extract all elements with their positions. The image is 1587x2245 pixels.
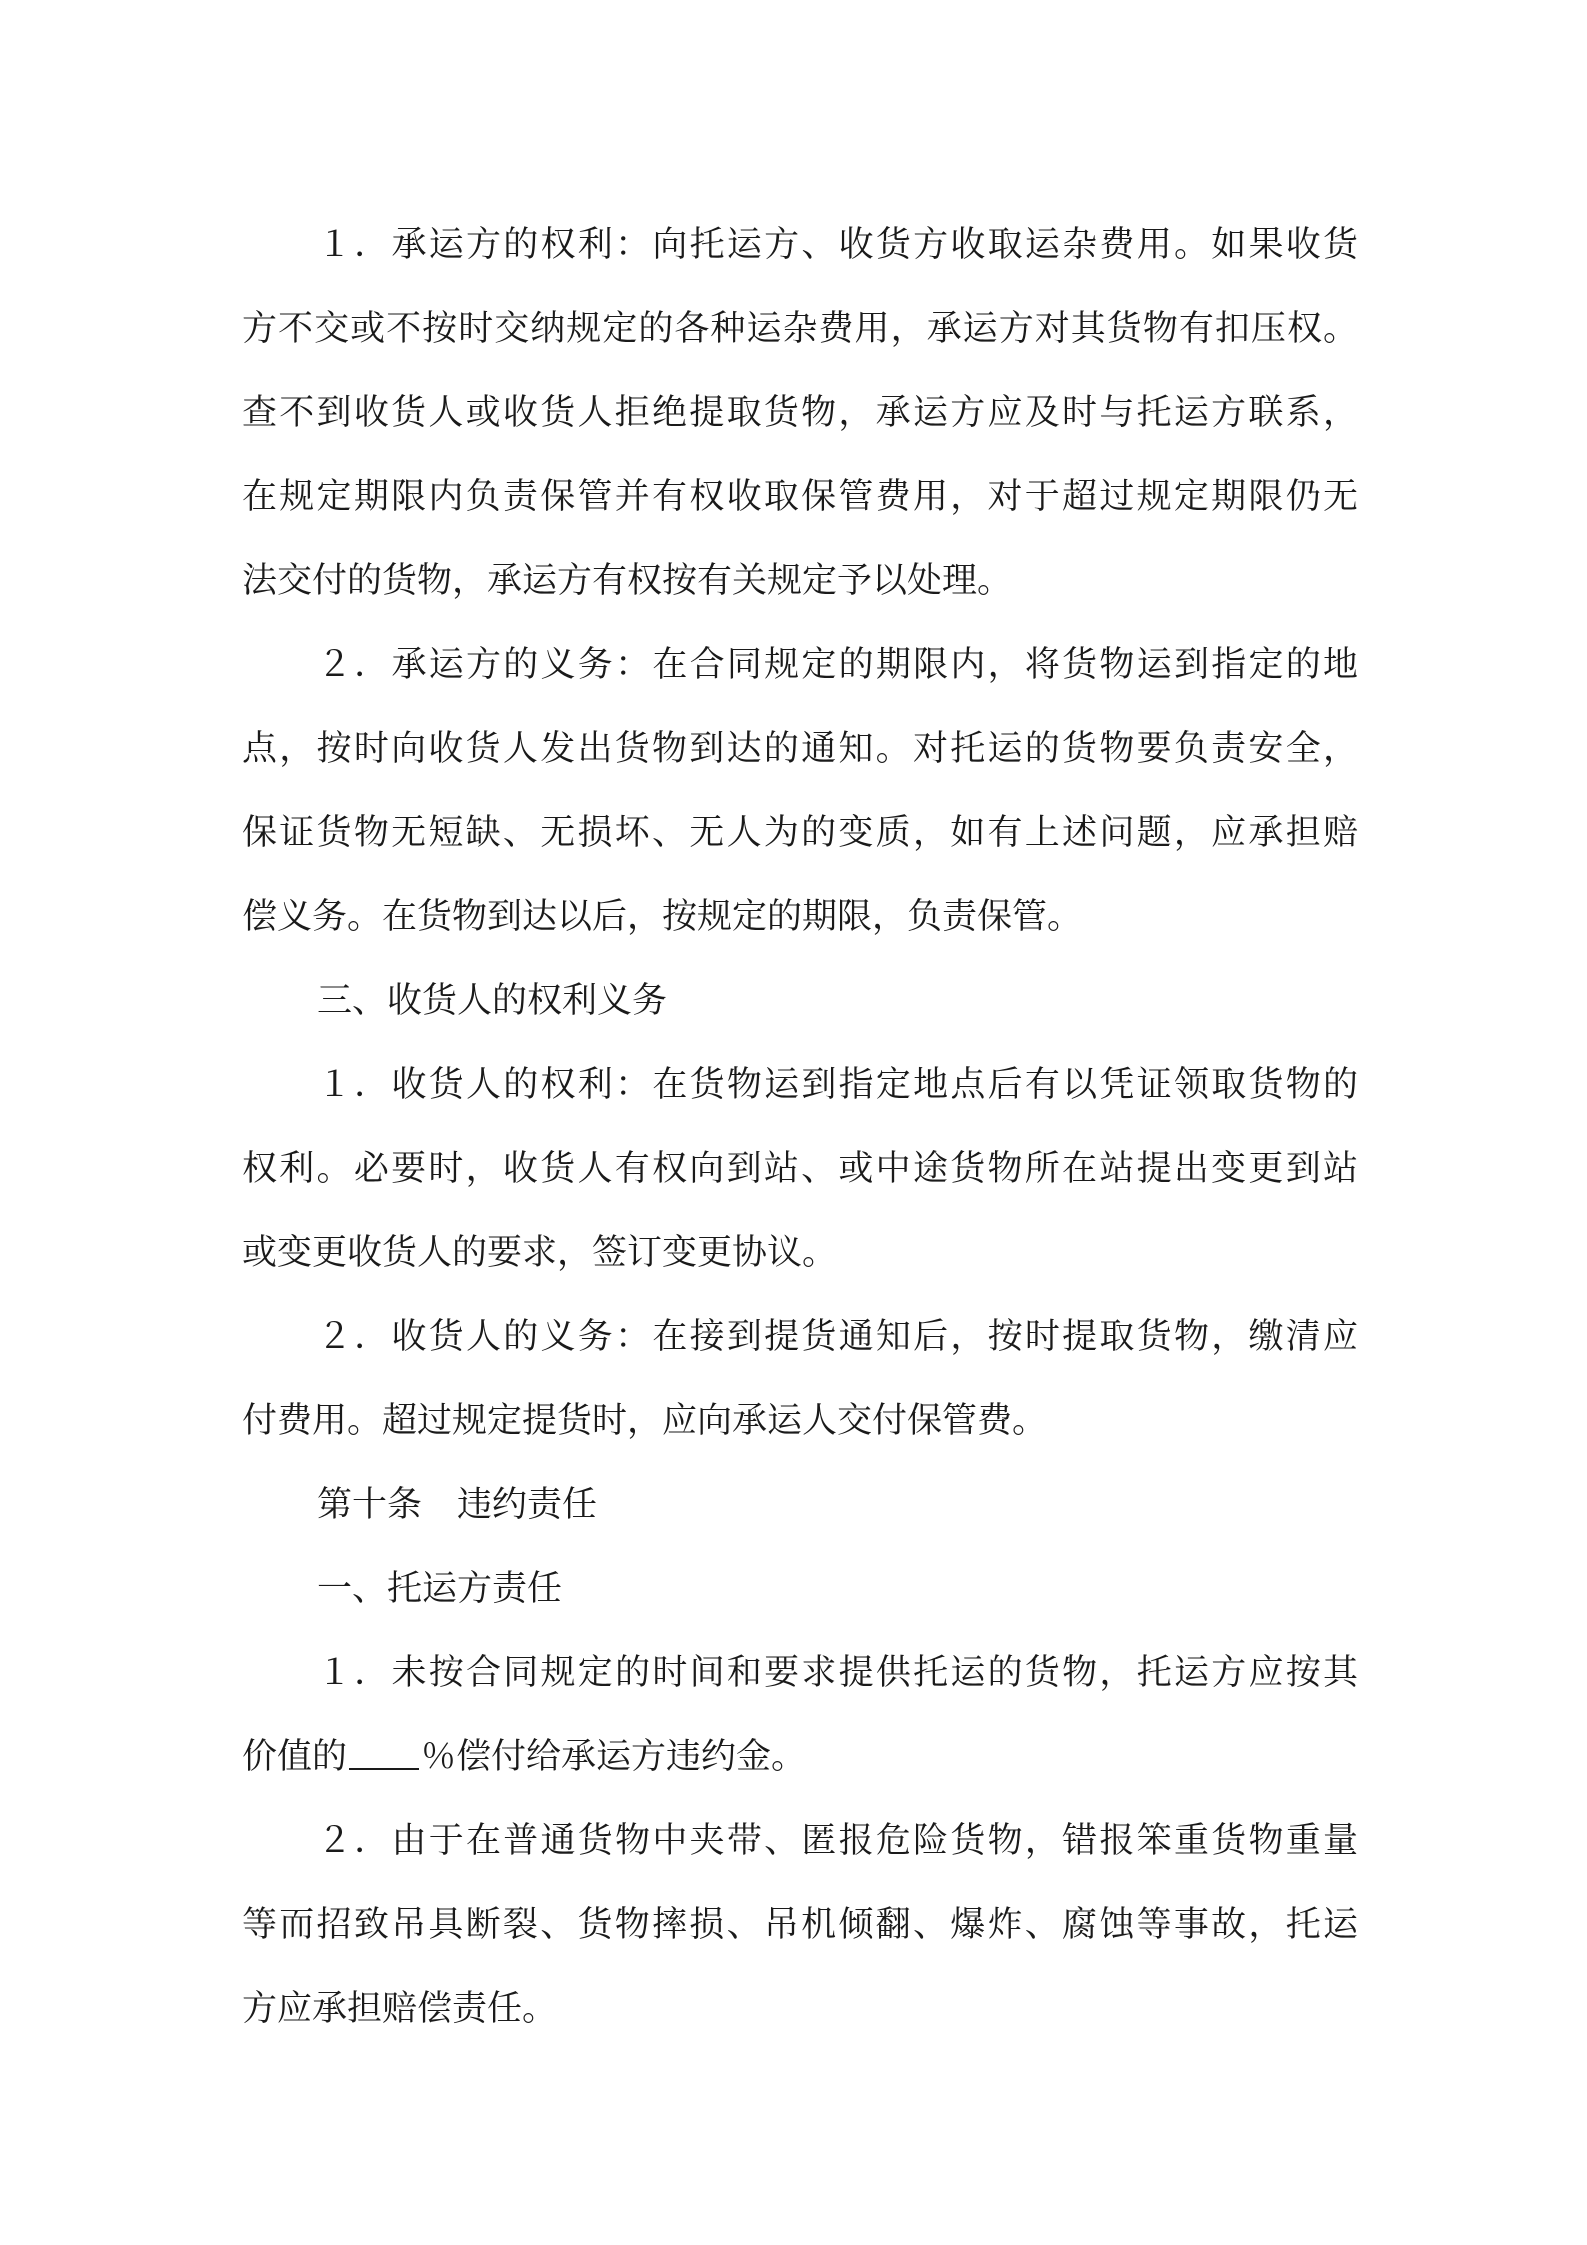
text-segment: ％偿付给承运方违约金。 [421, 1737, 807, 1777]
text-line: ２．由于在普通货物中夹带、匿报危险货物，错报笨重货物重量 [317, 1821, 1358, 1861]
text-line: 查不到收货人或收货人拒绝提取货物，承运方应及时与托运方联系， [242, 393, 1358, 433]
section-heading: 一、托运方责任 [317, 1569, 563, 1609]
text-line: 保证货物无短缺、无损坏、无人为的变质，如有上述问题，应承担赔 [242, 813, 1358, 853]
text-line: 法交付的货物，承运方有权按有关规定予以处理。 [242, 561, 1013, 601]
text-line: 或变更收货人的要求，签订变更协议。 [242, 1233, 838, 1273]
text-line: ２．承运方的义务：在合同规定的期限内，将货物运到指定的地 [317, 645, 1358, 685]
text-line: 点，按时向收货人发出货物到达的通知。对托运的货物要负责安全， [242, 729, 1358, 769]
text-line: 在规定期限内负责保管并有权收取保管费用，对于超过规定期限仍无 [242, 477, 1358, 517]
text-segment: 价值的 [242, 1737, 348, 1777]
text-line: 方应承担赔偿责任。 [242, 1989, 558, 2029]
text-line: 偿义务。在货物到达以后，按规定的期限，负责保管。 [242, 897, 1083, 937]
fill-in-blank[interactable] [349, 1738, 419, 1770]
text-line: 权利。必要时，收货人有权向到站、或中途货物所在站提出变更到站 [242, 1149, 1358, 1189]
text-line: １．承运方的权利：向托运方、收货方收取运杂费用。如果收货 [317, 225, 1358, 265]
article-heading: 第十条 违约责任 [317, 1485, 598, 1525]
text-line-with-blank [242, 1715, 1358, 1799]
text-line: 等而招致吊具断裂、货物摔损、吊机倾翻、爆炸、腐蚀等事故，托运 [242, 1905, 1358, 1945]
section-heading: 三、收货人的权利义务 [317, 981, 668, 1021]
text-line: １．未按合同规定的时间和要求提供托运的货物，托运方应按其 [317, 1653, 1358, 1693]
text-line: 方不交或不按时交纳规定的各种运杂费用，承运方对其货物有扣压权。 [242, 309, 1358, 349]
text-line: １．收货人的权利：在货物运到指定地点后有以凭证领取货物的 [317, 1065, 1358, 1105]
text-line: 付费用。超过规定提货时，应向承运人交付保管费。 [242, 1401, 1048, 1441]
text-line: ２．收货人的义务：在接到提货通知后，按时提取货物，缴清应 [317, 1317, 1358, 1357]
